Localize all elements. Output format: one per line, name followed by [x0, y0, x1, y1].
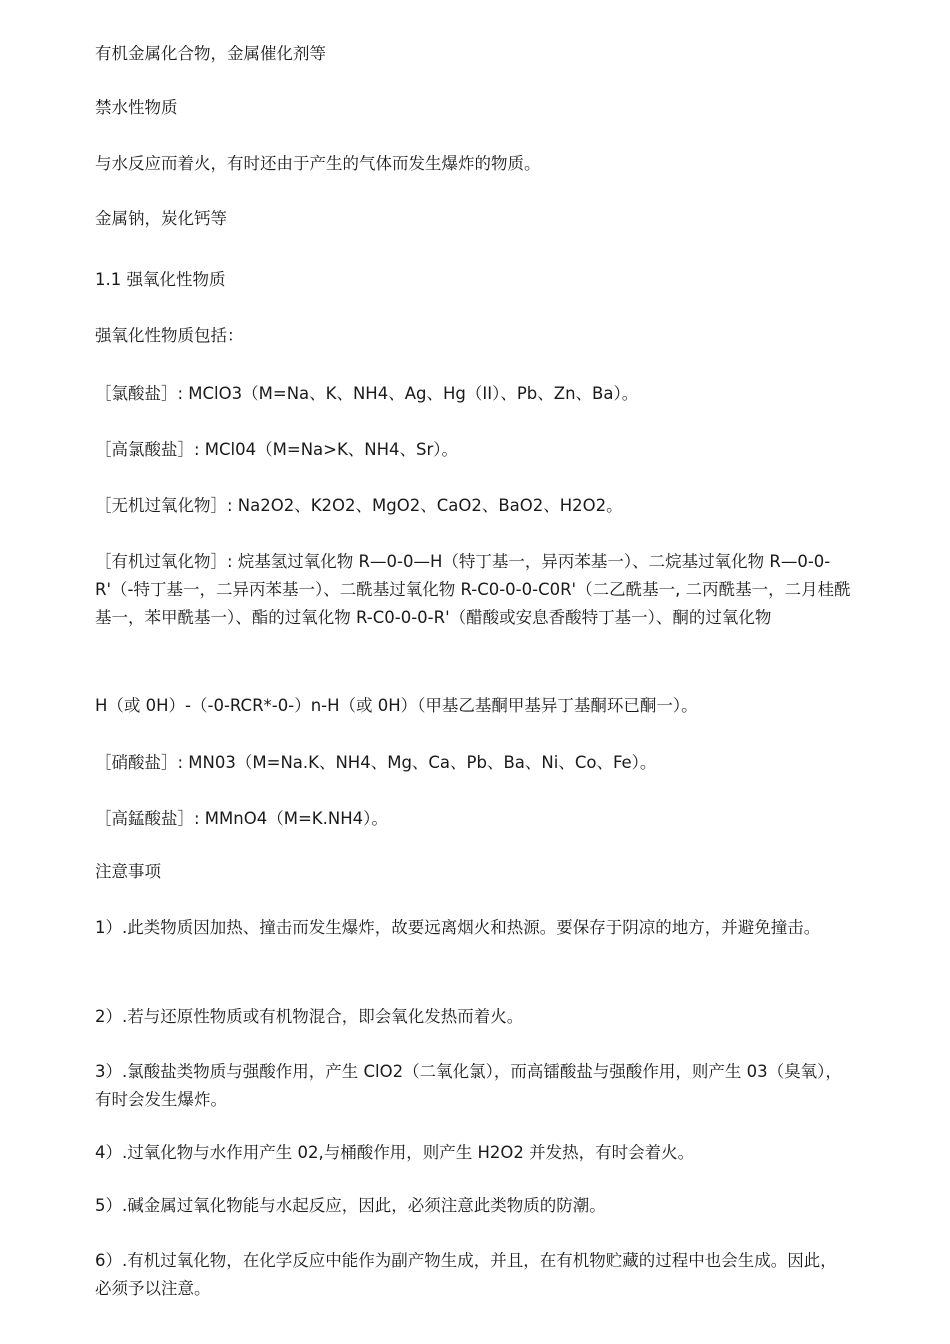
paragraph-9: ［无机过氧化物］: Na2O2、K2O2、MgO2、CaO2、BaO2、H2O2。: [95, 496, 623, 515]
note-6: 6）.有机过氧化物，在化学反应中能作为副产物生成，并且，在有机物贮藏的过程中也会生成。因此，必须予以注意。: [95, 1251, 837, 1298]
note-2: 2）.若与还原性物质或有机物混合，即会氧化发热而着火。: [95, 1007, 524, 1026]
paragraph-10: ［有机过氧化物］: 烷基氢过氧化物 R—0-0—H（特丁基一，异丙苯基一）、二烷基过氧化物 R—0-0-R'（-特丁基一，二异丙苯基一）、二酰基过氧化物 R-C0-0-0-C0R'（二乙酰基一, 二丙酰基一，二月桂酰基一，苯甲酰基一）、酯的过氧化物 R-C0-0-0-R'（醋酸或安息香酸特丁基一）、酮的过氧化物: [95, 552, 851, 627]
paragraph-3: 与水反应而着火，有时还由于产生的气体而发生爆炸的物质。: [95, 154, 541, 173]
section-heading: 1.1 强氧化性物质: [95, 270, 226, 289]
paragraph-6: 强氧化性物质包括：: [95, 326, 244, 345]
paragraph-1: 有机金属化合物，金属催化剂等: [95, 44, 326, 63]
paragraph-13: ［高錳酸盐］: MMnO4（M=K.NH4）。: [95, 809, 388, 828]
note-5: 5）.碱金属过氧化物能与水起反应，因此，必须注意此类物质的防潮。: [95, 1196, 606, 1215]
paragraph-7: ［氯酸盐］: MClO3（M=Na、K、NH4、Ag、Hg（II）、Pb、Zn、Ba）。: [95, 384, 639, 403]
paragraph-12: ［硝酸盐］: MN03（M=Na.K、NH4、Mg、Ca、Pb、Ba、Ni、Co、Fe）。: [95, 753, 657, 772]
note-4: 4）.过氧化物与水作用产生 02,与桶酸作用，则产生 H2O2 并发热，有时会着火。: [95, 1143, 695, 1162]
paragraph-11: H（或 0H）-（-0-RCR*-0-）n-H（或 0H）（甲基乙基酮甲基异丁基酮环已酮一）。: [95, 696, 698, 715]
paragraph-2: 禁水性物质: [95, 98, 178, 117]
note-1: 1）.此类物质因加热、撞击而发生爆炸，故要远离烟火和热源。要保存于阴凉的地方，并避免撞击。: [95, 918, 821, 937]
paragraph-4: 金属钠，炭化钙等: [95, 209, 227, 228]
note-3: 3）.氯酸盐类物质与强酸作用，产生 ClO2（二氧化氯），而高镭酸盐与强酸作用，则产生 03（臭氧），有时会发生爆炸。: [95, 1062, 842, 1109]
paragraph-8: ［高氯酸盐］: MCl04（M=Na>K、NH4、Sr）。: [95, 440, 459, 459]
notes-heading: 注意事项: [95, 862, 161, 881]
